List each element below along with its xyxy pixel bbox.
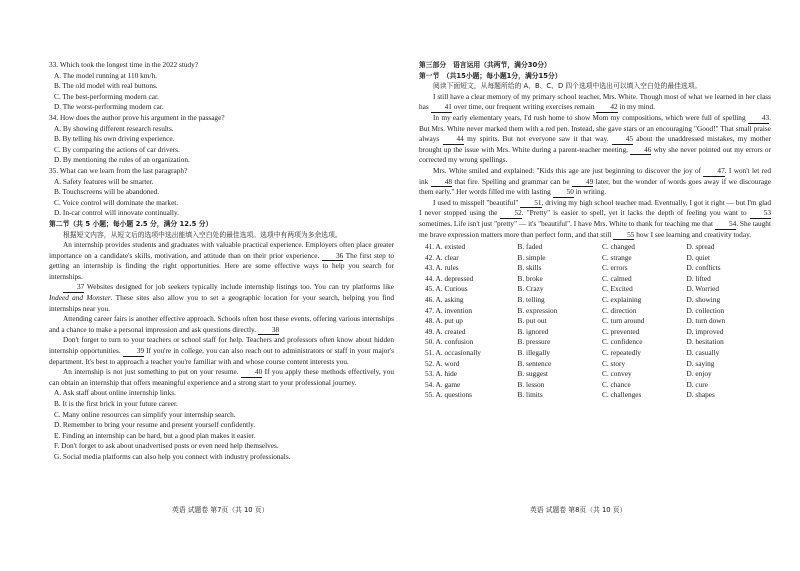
cloze-option: C. explaining [602,295,642,305]
q34-option-a: A. By showing different research results. [54,123,174,133]
cloze-option: D. collection [686,305,725,315]
passage-text: my spirits. But not everyone saw it that way. [467,134,609,144]
cloze-option: D. Worried [686,284,719,294]
passage-paragraph-3 [49,314,394,335]
cloze-paragraph-2 [419,113,771,166]
choice-f: F. Don't forget to ask about unadvertised posts or even need help themselves. [54,441,279,451]
cloze-option: C. Excited [602,284,633,294]
cloze-option: B. Crazy [517,284,544,294]
passage-text: sometimes. Life isn't just "pretty" — it's "beautiful". I have Mrs. White to thank for teaching me that [419,218,714,228]
q35-stem: 35. What can we learn from the last paragraph? [49,165,188,175]
passage-text: how I see learning and creativity today. [636,229,752,239]
q34-stem: 34. How does the author prove his argument in the passage? [49,112,225,122]
q35-option-d: D. In-car control will innovate continually. [54,208,179,218]
cloze-option: 48. A. put up [425,316,463,326]
q33-stem: 33. Which took the longest time in the 2022 study? [49,60,199,69]
q34-option-b: B. By telling his own driving experience. [54,134,175,144]
cloze-option: D. hesitation [686,337,724,347]
cloze-option: B. expression [517,305,558,315]
cloze-option: C. repeatedly [602,348,641,358]
right-page [419,60,771,401]
cloze-paragraph-3 [419,166,771,198]
cloze-option: B. put out [517,316,547,326]
cloze-option-row [419,380,771,391]
cloze-option: 41. A. existed [425,242,466,252]
q33-option-a: A. The model running at 110 km/h. [54,70,157,80]
cloze-option: C. chance [602,379,631,389]
blank-43: 43 [748,114,769,124]
passage-text: about the unaddressed mistakes, my mother brought up the issue with Mrs. White during a parent-teacher meeting, [419,134,772,154]
blank-47: 47 [703,167,724,177]
cloze-option: D. cure [686,379,708,389]
passage-text: . These sites also allow you to set a geographic location for your search, helping you find internships near you. [49,293,394,313]
section2-heading: 第二节（共 5 小题；每小题 2.5 分，满分 12.5 分） [49,219,213,228]
cloze-option-row [419,316,771,327]
choice-b: B. It is the first brick in your future career. [54,399,178,408]
choice-e: E. Finding an internship can be hard, but a good plan makes it easier. [54,430,256,440]
cloze-option: C. story [602,358,626,368]
cloze-option-row [419,242,771,253]
blank-52: 52 [500,209,521,219]
cloze-option: 49. A. created [425,326,466,336]
cloze-option: B. skills [517,263,542,273]
passage-text: that fire. Spelling and grammar can be [454,176,570,186]
cloze-option: D. improved [686,326,724,336]
cloze-option: B. suggest [517,369,548,379]
blank-41: 41 [431,103,452,113]
cloze-option-row [419,263,771,274]
cloze-passage [419,92,771,240]
passage-text: Attending career fairs is another effective approach. Schools often host these events, offering various internships and a chance to make a personal impression and ask questions directly. [49,314,394,334]
cloze-option: B. sentence [517,358,552,368]
cloze-option-row [419,253,771,264]
cloze-option-row [419,284,771,295]
blank-50: 50 [553,188,574,198]
passage-text: . But Mrs. White never marked them with a red pen. Instead, she gave stars or an encouraging "Good!" That small praise always [419,112,772,144]
passage-text: . "Pretty" is easier to spell, yet it lacks the depth of feeling you want to [521,208,747,218]
passage-paragraph-5 [49,367,394,388]
blank-54: 54 [715,220,736,230]
blank-45: 45 [612,135,633,145]
passage-text: over time, our frequent writing exercises remain [453,102,595,112]
passage-italic: Indeed and Monster [49,293,111,303]
cloze-option: D. turn down [686,316,726,326]
cloze-option: B. illegally [517,348,550,358]
cloze-option-row [419,327,771,338]
cloze-option: C. confidence [602,337,643,347]
cloze-option: B. broke [517,273,543,283]
q33-option-c: C. The best-performing modern car. [54,91,159,101]
part3-heading: 第三部分 语言运用（共两节，满分30分） [419,61,551,69]
cloze-option: 46. A. asking [425,295,464,305]
passage-paragraph-2 [49,282,394,314]
blank-51: 51 [520,199,541,209]
passage-text: . She taught me brave expression matters more than perfect form, and that still [419,218,771,239]
cloze-option: 44. A. depressed [425,273,474,283]
cloze-options-table [419,242,771,401]
q35-option-b: B. Touchscreens will be abandoned. [54,187,160,197]
section2-instructions: 根据短文内容，从短文后的选项中选出能填入空白处的最佳选项。选项中有两项为多余选项。 [63,230,342,239]
cloze-option: C. strange [602,252,632,262]
cloze-option: B. pressure [517,337,551,347]
cloze-option-row [419,369,771,380]
q33-option-b: B. The old model with real buttons. [54,81,158,91]
cloze-option: D. enjoy [686,369,712,379]
cloze-option: D. casually [686,348,720,358]
passage [49,240,394,388]
cloze-option: D. lifted [686,273,711,283]
cloze-option: 51. A. occasionally [425,348,481,358]
passage-text: An internship provides students and graduates with valuable practical experience. Employers often place greater importance on a candidate's skills, motivation, and attitude than on their prior experience. [49,240,394,260]
passage-text: Websites designed for job seekers typically include internship listings too. You can try platforms like [86,282,394,292]
cloze-option: D. shapes [686,390,715,400]
cloze-option: C. turn around [602,316,645,326]
passage-text: If you apply these methods effectively, you can obtain an internship that offers meaningful experience and a strong start to your professional journey. [49,367,395,387]
choice-a: A. Ask staff about online internship links. [54,388,176,398]
choice-c: C. Many online resources can simplify your internship search. [54,409,236,419]
cloze-option: D. spread [686,242,715,252]
cloze-option: B. limits [517,390,543,400]
cloze-paragraph-1 [419,92,771,113]
page-footer-right: 英语 试题卷 第8页（共 10 页） [530,506,627,514]
passage-text: , driving my high school teacher mad. Eventually, I got it right — but I'm glad I never stopped using the [419,197,772,218]
cloze-option-row [419,295,771,306]
cloze-option: 50. A. confusion [425,337,474,347]
cloze-option: C. calmed [602,273,632,283]
passage-text: Mrs. White smiled and explained: "Kids this age are just beginning to discover the joy of [433,165,702,175]
page-footer-left: 英语 试题卷 第7页（共 10 页） [172,506,269,514]
cloze-option-row [419,359,771,370]
cloze-instructions: 阅读下面短文，从每题所给的 A、B、C、D 四个选项中选出可以填入空白处的最佳选项。 [433,82,702,91]
passage-text: later, but the wonder of words goes away if we discourage them early." Her words filled me with lasting [419,176,771,197]
cloze-option-row [419,390,771,401]
blank-48: 48 [431,178,452,188]
cloze-option: 42. A. clear [425,252,459,262]
cloze-option-row [419,274,771,285]
q35-option-a: A. Safety features will be smarter. [54,176,154,186]
cloze-option: 43. A. rules [425,263,459,273]
blank-44: 44 [443,135,464,145]
passage-text: If you're in college, you can also reach out to administrators or staff in your major's department. It's best to approach a teacher you're familiar with and whose course content interests you. [49,346,395,366]
passage-text: I still have a clear memory of my primary school teacher, Mrs. White. Though most of what we learned in her class has [419,91,771,112]
cloze-option-row [419,306,771,317]
blank-40: 40 [241,368,262,378]
passage-text: . I won't let red ink [419,165,771,186]
passage-text: The first step to getting an internship is finding the right opportunities. Here are some effective ways to help you search for internships. [49,250,394,281]
cloze-option: C. challenges [602,390,642,400]
cloze-paragraph-4 [419,198,771,240]
passage-text: An internship is not just something to put on your resume. [63,367,239,377]
cloze-option: D. saying [686,358,715,368]
cloze-option: 45. A. Curious [425,284,468,294]
cloze-option: B. lesson [517,379,545,389]
blank-38: 38 [258,326,279,336]
blank-39: 39 [123,347,144,357]
blank-53: 53 [750,209,771,219]
cloze-option: 52. A. word [425,358,460,368]
cloze-option: 54. A. game [425,379,461,389]
blank-37: 37 [63,283,84,293]
section1-heading: 第一节 （共15小题；每小题1分，满分15分） [419,71,562,80]
q34-option-d: D. By mentioning the rules of an organization. [54,155,190,165]
cloze-option: D. quiet [686,252,710,262]
cloze-option: 53. A. hide [425,369,458,379]
choice-g: G. Social media platforms can also help you connect with industry professionals. [54,451,291,461]
cloze-option: C. changed [602,242,635,252]
blank-42: 42 [596,103,617,113]
cloze-option: B. simple [517,252,546,262]
cloze-option: 55. A. questions [425,390,473,400]
cloze-option: B. telling [517,295,545,305]
cloze-options-body [419,242,771,401]
cloze-option: C. errors [602,263,628,273]
choice-d: D. Remember to bring your resume and present yourself confidently. [54,420,256,430]
passage-text: why she never pointed out my errors or corrected my wrong spellings. [419,144,771,165]
cloze-option: B. faded [517,242,543,252]
cloze-option: B. ignored [517,326,549,336]
passage-paragraph-1 [49,240,394,282]
left-page [49,60,394,463]
cloze-option: C. direction [602,305,637,315]
blank-49: 49 [572,178,593,188]
cloze-option: D. showing [686,295,721,305]
cloze-option: C. convey [602,369,632,379]
passage-text: In my early elementary years, I'd rush home to show Mom my compositions, which were full of spelling [433,112,746,122]
cloze-option-row [419,337,771,348]
passage-paragraph-4 [49,335,394,367]
blank-46: 46 [630,146,651,156]
q35-option-c: C. Voice control will dominate the market. [54,197,179,207]
blank-36: 36 [322,252,343,262]
cloze-option: D. conflicts [686,263,721,273]
cloze-option: C. prevented [602,326,640,336]
q33-option-d: D. The worst-performing modern car. [54,102,164,112]
q34-option-c: C. By comparing the actions of car drivers. [54,144,180,154]
blank-55: 55 [613,231,634,241]
passage-text: I used to misspell "beautiful" [433,197,519,207]
cloze-option-row [419,348,771,359]
passage-text: Don't forget to turn to your teachers or school staff for help. Teachers and professors often know about hidden internship opportunities. [49,335,394,356]
passage-text: in my mind. [619,102,655,112]
passage-text: in writing. [575,187,607,197]
cloze-option: 47. A. invention [425,305,473,315]
